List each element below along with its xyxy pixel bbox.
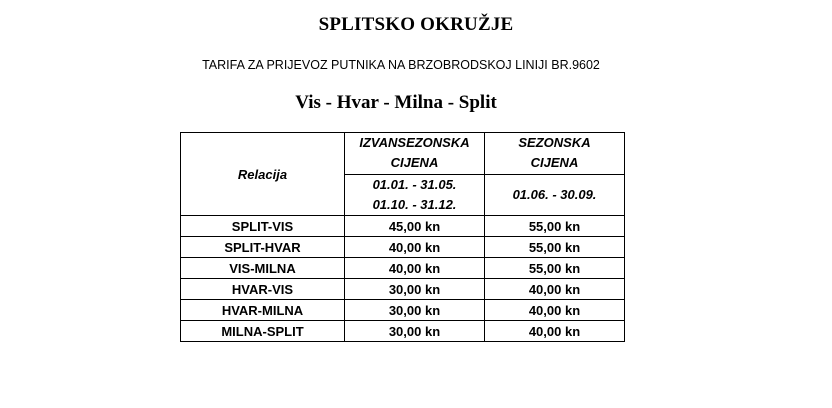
season-dates: 01.06. - 30.09.	[485, 174, 625, 216]
off-season-header	[345, 133, 485, 175]
off-season-dates-line2: 01.10. - 31.12.	[372, 196, 457, 212]
season-price-cell: 55,00 kn	[485, 216, 625, 237]
route-title: Vis - Hvar - Milna - Split	[295, 92, 497, 113]
document-subtitle: TARIFA ZA PRIJEVOZ PUTNIKA NA BRZOBRODSKOJ LINIJI BR.9602	[202, 58, 600, 72]
table-row	[181, 321, 625, 342]
off-season-header-line1: IZVANSEZONSKA	[359, 135, 470, 151]
season-header	[485, 133, 625, 175]
season-header-line2: CIJENA	[530, 155, 579, 171]
off-season-price-cell: 40,00 kn	[345, 258, 485, 279]
off-season-price-cell: 30,00 kn	[345, 300, 485, 321]
relation-cell: MILNA-SPLIT	[181, 321, 345, 342]
season-price-cell: 40,00 kn	[485, 321, 625, 342]
relation-header	[181, 133, 345, 216]
season-header-line1: SEZONSKA	[518, 135, 591, 151]
relation-cell: SPLIT-VIS	[181, 216, 345, 237]
table-row	[181, 216, 625, 237]
relation-cell: SPLIT-HVAR	[181, 237, 345, 258]
off-season-price-cell: 30,00 kn	[345, 321, 485, 342]
season-price-cell: 40,00 kn	[485, 300, 625, 321]
off-season-dates	[345, 174, 485, 216]
relation-cell: VIS-MILNA	[181, 258, 345, 279]
table-row	[181, 258, 625, 279]
header-row	[181, 133, 625, 175]
fare-table	[180, 132, 625, 342]
off-season-dates-line1: 01.01. - 31.05.	[372, 176, 457, 192]
table-row	[181, 279, 625, 300]
off-season-price-cell: 40,00 kn	[345, 237, 485, 258]
off-season-price-cell: 30,00 kn	[345, 279, 485, 300]
off-season-price-cell: 45,00 kn	[345, 216, 485, 237]
off-season-header-line2: CIJENA	[390, 155, 439, 171]
relation-header-label: Relacija	[237, 166, 288, 182]
season-price-cell: 55,00 kn	[485, 237, 625, 258]
table-row	[181, 300, 625, 321]
season-price-cell: 40,00 kn	[485, 279, 625, 300]
relation-cell: HVAR-MILNA	[181, 300, 345, 321]
table-row	[181, 237, 625, 258]
season-price-cell: 55,00 kn	[485, 258, 625, 279]
relation-cell: HVAR-VIS	[181, 279, 345, 300]
document-title: SPLITSKO OKRUŽJE	[318, 14, 514, 35]
